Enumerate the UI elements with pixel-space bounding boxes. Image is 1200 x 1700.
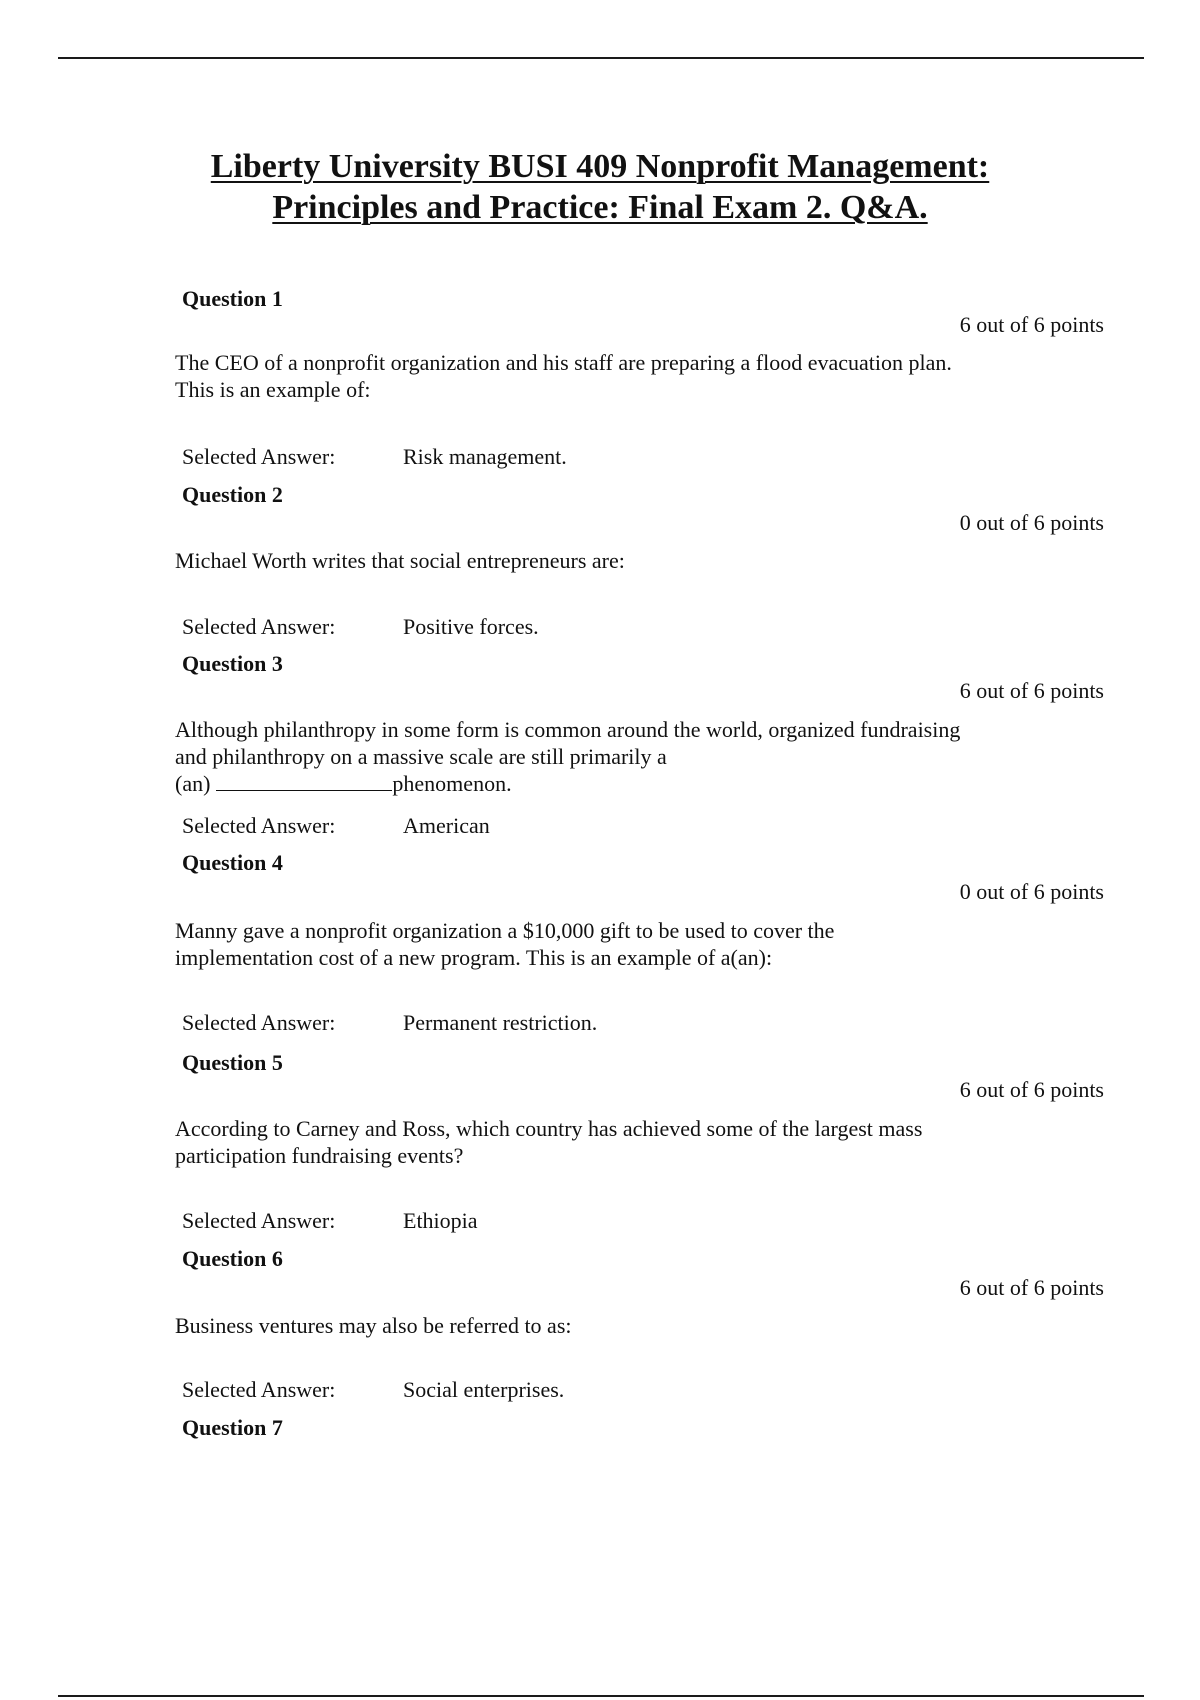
question-3-text: Although philanthropy in some form is common around the world, organized fundraising and philanthropy on a massive scale are still primarily a (an) phenomenon. bbox=[175, 717, 961, 796]
question-5-answer-label: Selected Answer: bbox=[182, 1208, 336, 1233]
question-3-label: Question 3 bbox=[182, 651, 283, 676]
question-7-label: Question 7 bbox=[182, 1415, 283, 1440]
question-5-answer: Ethiopia bbox=[403, 1208, 478, 1233]
question-1-answer: Risk management. bbox=[403, 444, 567, 469]
question-2-label: Question 2 bbox=[182, 482, 283, 507]
question-6-points: 6 out of 6 points bbox=[959, 1275, 1104, 1300]
question-1-text: The CEO of a nonprofit organization and his staff are preparing a flood evacuation plan. This is an example of: bbox=[175, 350, 952, 402]
question-4-label: Question 4 bbox=[182, 850, 283, 875]
question-4-text: Manny gave a nonprofit organization a $10,000 gift to be used to cover the implementation cost of a new program. This is an example of a(an): bbox=[175, 918, 835, 970]
title-line-1: Liberty University BUSI 409 Nonprofit Management: bbox=[210, 148, 990, 185]
question-3-points: 6 out of 6 points bbox=[959, 678, 1104, 703]
document-title bbox=[150, 146, 1050, 228]
question-2-answer: Positive forces. bbox=[403, 614, 539, 639]
question-5-points: 6 out of 6 points bbox=[959, 1077, 1104, 1102]
top-rule bbox=[58, 57, 1144, 59]
question-2-points: 0 out of 6 points bbox=[959, 510, 1104, 535]
question-3-answer: American bbox=[403, 813, 490, 838]
question-4-answer: Permanent restriction. bbox=[403, 1010, 598, 1035]
question-3-answer-label: Selected Answer: bbox=[182, 813, 336, 838]
question-6-label: Question 6 bbox=[182, 1246, 283, 1271]
question-2-answer-label: Selected Answer: bbox=[182, 614, 336, 639]
question-6-answer: Social enterprises. bbox=[403, 1377, 565, 1402]
title-line-2: Principles and Practice: Final Exam 2. Q&A. bbox=[272, 189, 928, 226]
question-5-text: According to Carney and Ross, which country has achieved some of the largest mass participation fundraising events? bbox=[175, 1116, 923, 1168]
question-1-points: 6 out of 6 points bbox=[959, 312, 1104, 337]
question-2-text: Michael Worth writes that social entrepreneurs are: bbox=[175, 548, 625, 573]
question-1-answer-label: Selected Answer: bbox=[182, 444, 336, 469]
question-6-answer-label: Selected Answer: bbox=[182, 1377, 336, 1402]
question-4-answer-label: Selected Answer: bbox=[182, 1010, 336, 1035]
fill-in-blank bbox=[216, 772, 392, 791]
question-6-text: Business ventures may also be referred to as: bbox=[175, 1313, 572, 1338]
question-5-label: Question 5 bbox=[182, 1050, 283, 1075]
question-4-points: 0 out of 6 points bbox=[959, 879, 1104, 904]
bottom-rule bbox=[58, 1695, 1144, 1697]
question-1-label: Question 1 bbox=[182, 286, 283, 311]
